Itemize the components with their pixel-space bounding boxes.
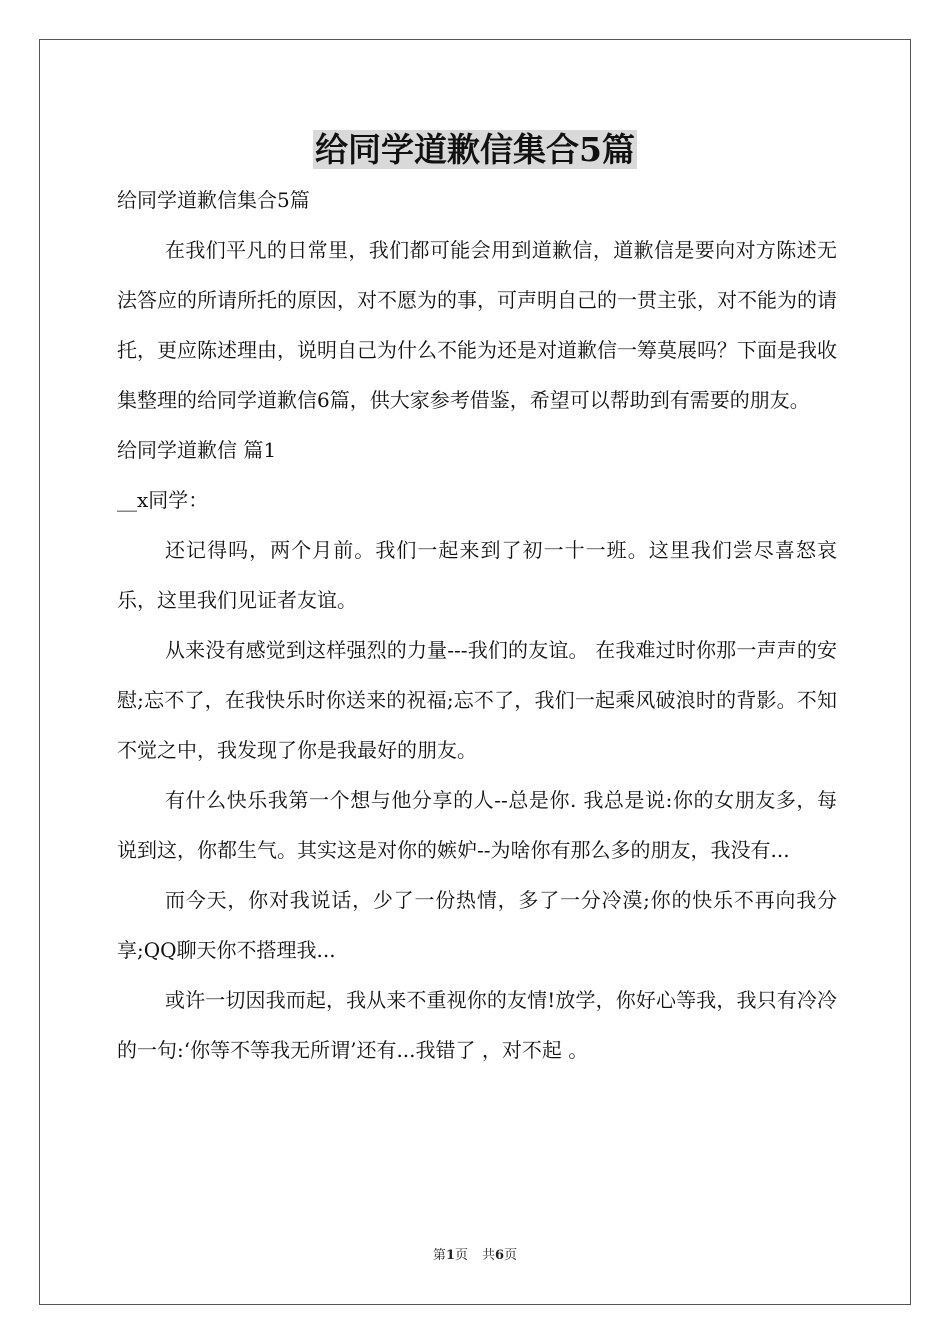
page-footer bbox=[0, 1247, 950, 1265]
total-page-count: 6 bbox=[495, 1248, 505, 1263]
salutation: __x同学： bbox=[117, 488, 209, 512]
section-heading: 给同学道歉信 篇1 bbox=[117, 438, 277, 462]
body-paragraph: 还记得吗，两个月前。我们一起来到了初一十一班。这里我们尝尽喜怒哀乐，这里我们见证者友谊。 bbox=[117, 538, 837, 612]
subtitle-paragraph: 给同学道歉信集合5篇 bbox=[117, 188, 310, 212]
body-paragraph: 而今天，你对我说话，少了一份热情，多了一分冷漠;你的快乐不再向我分享;QQ聊天你不搭理我... bbox=[117, 888, 837, 962]
body-paragraph: 或许一切因我而起，我从来不重视你的友情!放学，你好心等我，我只有冷冷的一句:‘你等不等我无所谓’还有...我错了 ，对不起 。 bbox=[117, 988, 837, 1062]
page-suffix: 页 bbox=[454, 1248, 468, 1263]
page-prefix: 第 bbox=[432, 1248, 446, 1263]
total-suffix: 页 bbox=[504, 1248, 518, 1263]
total-prefix: 共 bbox=[482, 1248, 496, 1263]
body-paragraph: 从来没有感觉到这样强烈的力量---我们的友谊。 在我难过时你那一声声的安慰;忘不了，在我快乐时你送来的祝福;忘不了，我们一起乘风破浪时的背影。不知不觉之中，我发现了你是我最好的朋友。 bbox=[117, 638, 837, 762]
document-title bbox=[0, 128, 950, 172]
document-body bbox=[117, 175, 837, 1075]
current-page-number: 1 bbox=[445, 1248, 455, 1263]
intro-paragraph: 在我们平凡的日常里，我们都可能会用到道歉信，道歉信是要向对方陈述无法答应的所请所托的原因，对不愿为的事，可声明自己的一贯主张，对不能为的请托，更应陈述理由，说明自己为什么不能为还是对道歉信一筹莫展吗？下面是我收集整理的给同学道歉信6篇，供大家参考借鉴，希望可以帮助到有需要的朋友。 bbox=[117, 238, 837, 412]
document-title-text: 给同学道歉信集合5篇 bbox=[315, 130, 635, 169]
body-paragraph: 有什么快乐我第一个想与他分享的人--总是你. 我总是说:你的女朋友多，每说到这，你都生气。其实这是对你的嫉妒--为啥你有那么多的朋友，我没有... bbox=[117, 788, 837, 862]
